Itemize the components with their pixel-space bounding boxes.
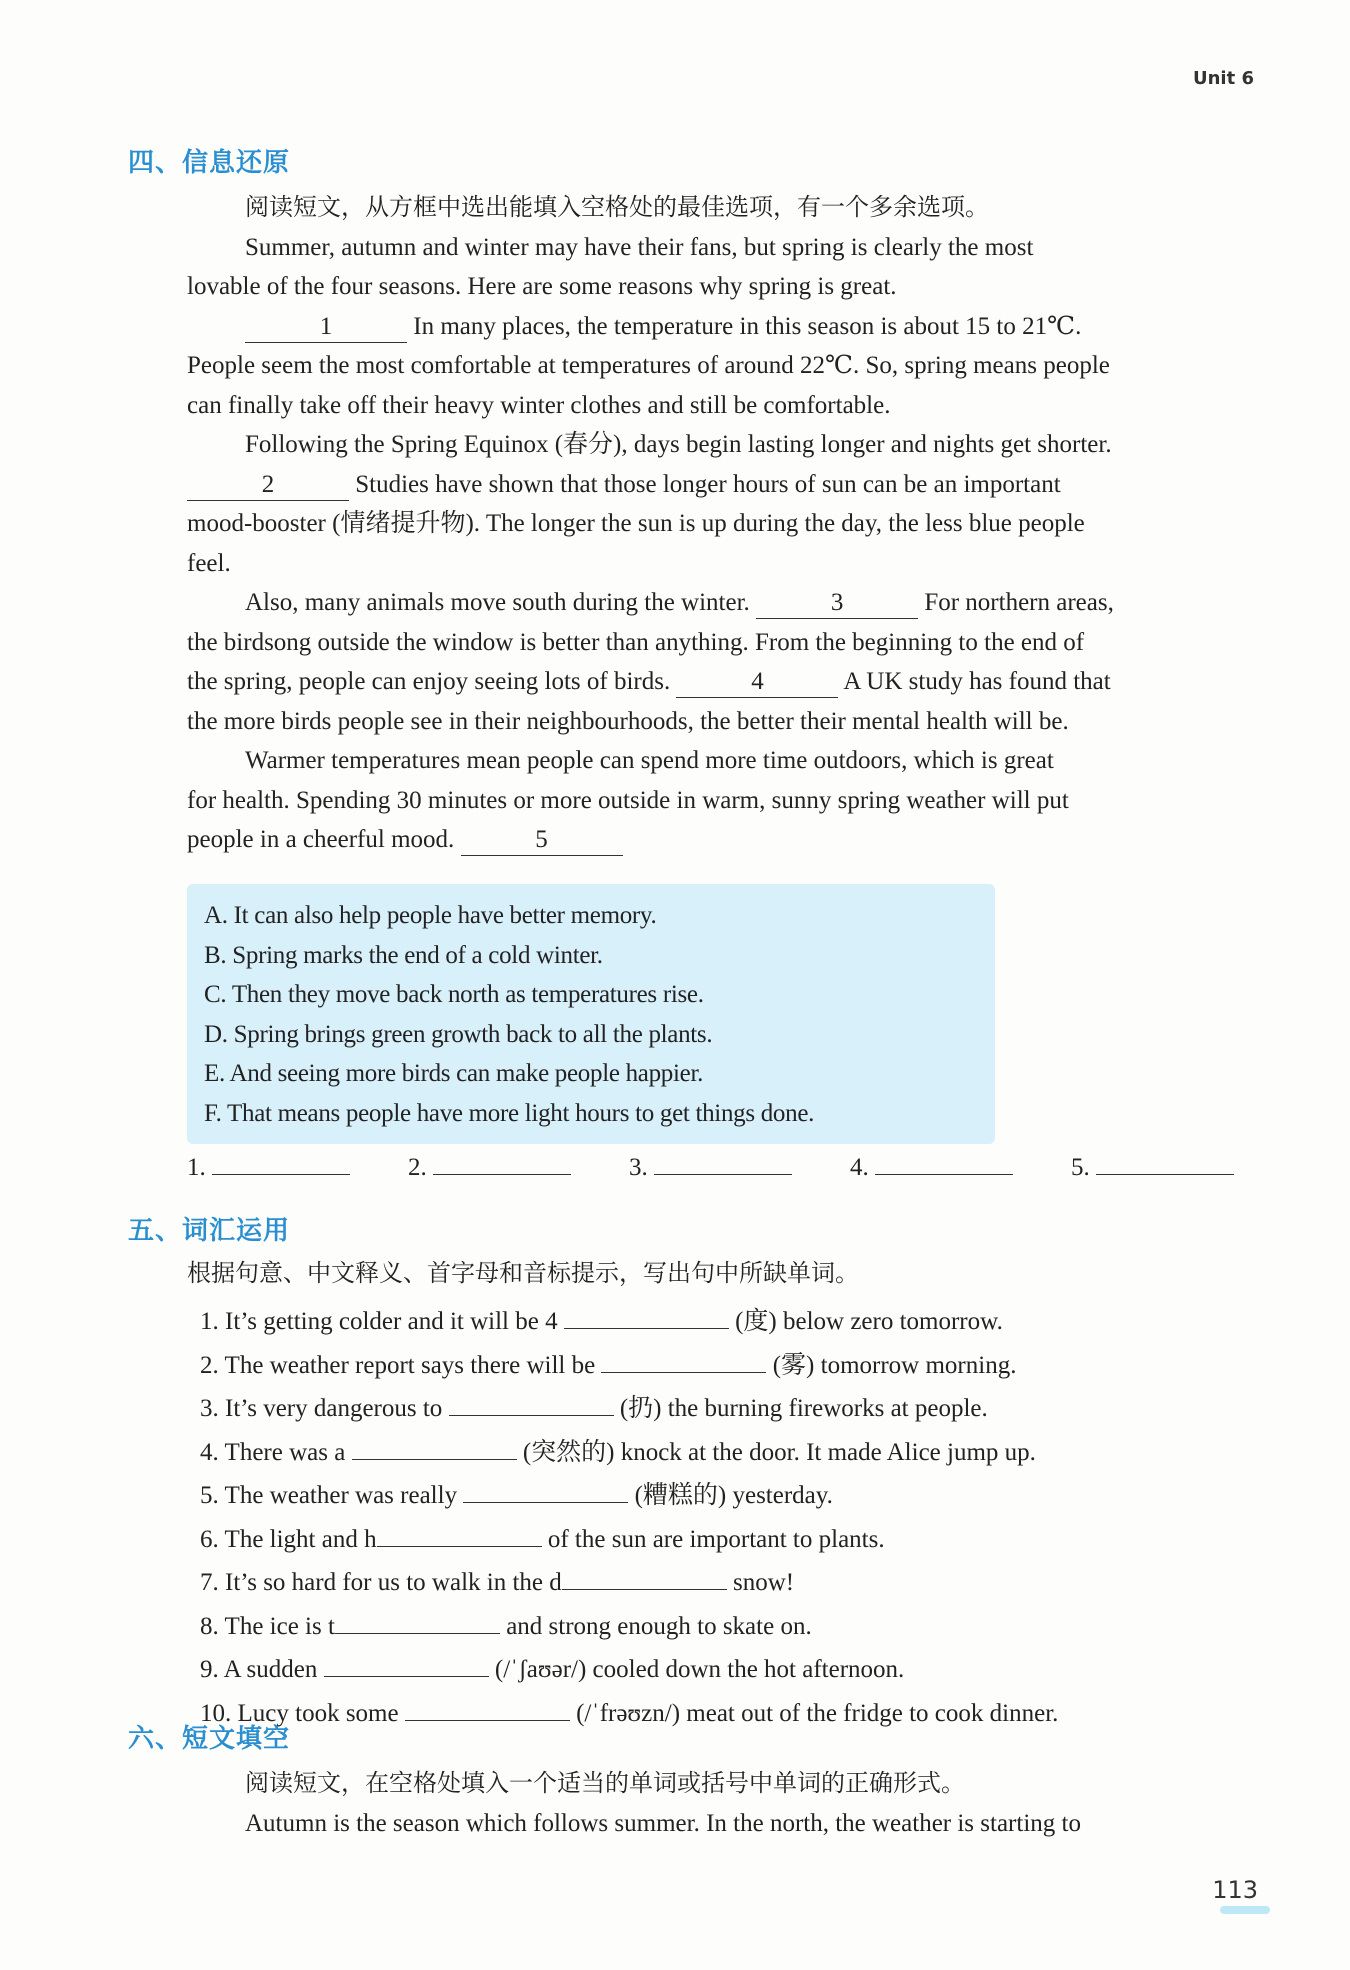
- passage-line: Warmer temperatures mean people can spend more time outdoors, which is great: [245, 747, 1054, 774]
- vocab-blank[interactable]: [564, 1298, 729, 1329]
- vocab-item-6: 6. The light and h of the sun are important to plants.: [200, 1516, 1058, 1560]
- vocab-item-10: 10. Lucy took some (/ˈfrəʊzn/) meat out of the fridge to cook dinner.: [200, 1690, 1058, 1734]
- section5-title: 五、词汇运用: [128, 1216, 291, 1246]
- option-b: B. Spring marks the end of a cold winter.: [204, 941, 603, 969]
- option-a: A. It can also help people have better memory.: [204, 902, 657, 929]
- vocab-blank[interactable]: [601, 1342, 766, 1373]
- passage-line: for health. Spending 30 minutes or more outside in warm, sunny spring weather will put: [187, 786, 1069, 814]
- vocab-item-5: 5. The weather was really (糟糕的) yesterday.: [200, 1472, 1058, 1516]
- blank-1[interactable]: 1: [245, 312, 407, 343]
- passage-line: Studies have shown that those longer hours of sun can be an important: [355, 470, 1061, 498]
- section6-instruction: 阅读短文，在空格处填入一个适当的单词或括号中单词的正确形式。: [245, 1769, 965, 1797]
- option-c: C. Then they move back north as temperatures rise.: [204, 981, 704, 1008]
- passage-line: mood-booster (情绪提升物). The longer the sun is up during the day, the less blue people: [187, 510, 1085, 537]
- passage-line: Following the Spring Equinox (春分), days begin lasting longer and nights get shorter.: [245, 431, 1112, 458]
- vocab-item-2: 2. The weather report says there will be (雾) tomorrow morning.: [200, 1342, 1058, 1386]
- page-number: 113: [1212, 1876, 1258, 1904]
- options-list: [204, 896, 814, 1133]
- blank-5[interactable]: 5: [461, 825, 623, 856]
- passage-line: Autumn is the season which follows summer. In the north, the weather is starting to: [245, 1809, 1081, 1837]
- passage-line: the more birds people see in their neighbourhoods, the better their mental health will be.: [187, 707, 1069, 735]
- vocab-blank[interactable]: [377, 1516, 542, 1547]
- blank-2[interactable]: 2: [187, 470, 349, 501]
- passage-line: In many places, the temperature in this season is about 15 to 21℃.: [413, 312, 1082, 340]
- passage-line: Also, many animals move south during the winter.: [245, 589, 750, 616]
- passage-line: can finally take off their heavy winter clothes and still be comfortable.: [187, 391, 891, 419]
- option-f: F. That means people have more light hours to get things done.: [204, 1099, 815, 1127]
- answer-4[interactable]: [850, 1148, 1013, 1182]
- vocab-item-7: 7. It’s so hard for us to walk in the d snow!: [200, 1559, 1058, 1603]
- vocab-item-1: 1. It’s getting colder and it will be 4 (度) below zero tomorrow.: [200, 1298, 1058, 1342]
- answer-label: 2.: [408, 1154, 427, 1181]
- blank-4[interactable]: 4: [676, 667, 838, 698]
- section4-passage: [187, 188, 1267, 860]
- unit-label: Unit 6: [1193, 68, 1254, 89]
- vocab-blank[interactable]: [449, 1385, 614, 1416]
- section5-instruction: 根据句意、中文释义、首字母和音标提示，写出句中所缺单词。: [187, 1259, 859, 1287]
- answer-label: 4.: [850, 1154, 869, 1181]
- option-d: D. Spring brings green growth back to all the plants.: [204, 1020, 713, 1048]
- blank-3[interactable]: 3: [756, 588, 918, 619]
- passage-line: People seem the most comfortable at temperatures of around 22℃. So, spring means people: [187, 352, 1110, 379]
- vocab-blank[interactable]: [405, 1690, 570, 1721]
- passage-line: For northern areas,: [924, 589, 1114, 616]
- vocab-item-4: 4. There was a (突然的) knock at the door. It made Alice jump up.: [200, 1429, 1058, 1473]
- section4-title: 四、信息还原: [128, 148, 291, 178]
- vocab-blank[interactable]: [463, 1472, 628, 1503]
- section4-instruction: 阅读短文，从方框中选出能填入空格处的最佳选项，有一个多余选项。: [245, 193, 989, 221]
- vocab-blank[interactable]: [335, 1603, 500, 1634]
- passage-line: the birdsong outside the window is better than anything. From the beginning to the end of: [187, 628, 1085, 656]
- page-number-highlight: [1220, 1906, 1270, 1914]
- section6-passage: [187, 1764, 1267, 1843]
- vocab-blank[interactable]: [352, 1429, 517, 1460]
- answer-1[interactable]: [187, 1148, 350, 1182]
- vocab-blank[interactable]: [562, 1559, 727, 1590]
- vocab-item-9: 9. A sudden (/ˈʃaʊər/) cooled down the hot afternoon.: [200, 1646, 1058, 1690]
- answer-label: 5.: [1071, 1154, 1090, 1181]
- answer-label: 1.: [187, 1154, 206, 1181]
- passage-line: Summer, autumn and winter may have their fans, but spring is clearly the most: [245, 233, 1034, 261]
- answer-2[interactable]: [408, 1148, 571, 1182]
- vocab-item-3: 3. It’s very dangerous to (扔) the burning fireworks at people.: [200, 1385, 1058, 1429]
- answer-3[interactable]: [629, 1148, 792, 1182]
- passage-line: the spring, people can enjoy seeing lots of birds.: [187, 668, 671, 695]
- vocab-item-8: 8. The ice is t and strong enough to skate on.: [200, 1603, 1058, 1647]
- passage-line: lovable of the four seasons. Here are some reasons why spring is great.: [187, 273, 897, 300]
- passage-line: people in a cheerful mood.: [187, 826, 455, 853]
- answer-label: 3.: [629, 1154, 648, 1181]
- vocab-blank[interactable]: [324, 1646, 489, 1677]
- answer-5[interactable]: [1071, 1148, 1234, 1182]
- vocab-list: [200, 1298, 1058, 1733]
- passage-line: feel.: [187, 549, 231, 577]
- option-e: E. And seeing more birds can make people happier.: [204, 1060, 704, 1087]
- passage-line: A UK study has found that: [843, 668, 1111, 695]
- section6-title: 六、短文填空: [128, 1724, 291, 1754]
